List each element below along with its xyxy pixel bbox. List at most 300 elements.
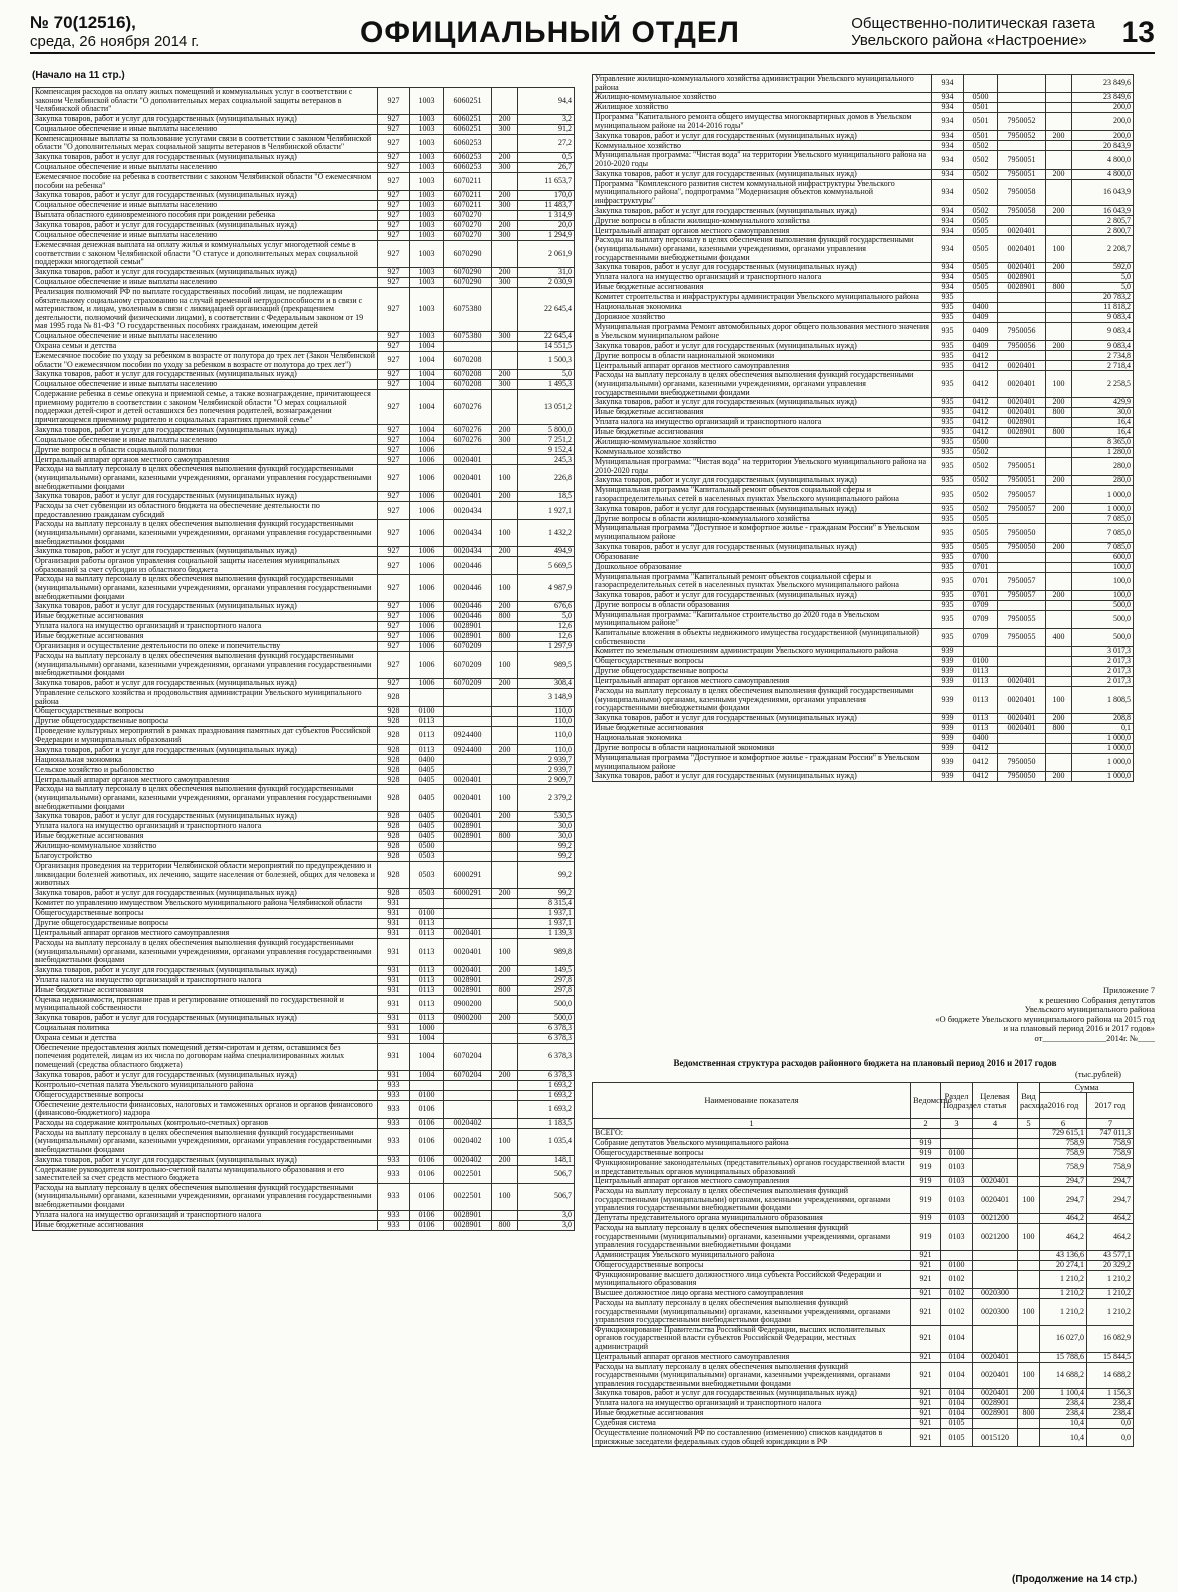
left-cell <box>444 908 492 918</box>
left-cell: 200 <box>492 267 518 277</box>
left-cell: 11 483,7 <box>518 201 575 211</box>
left-cell: 100 <box>492 575 518 602</box>
right-cell: 1 000,0 <box>1072 744 1134 754</box>
right-cell: 0502 <box>964 504 998 514</box>
right-cell: 7950051 <box>998 151 1046 169</box>
right-cell: 0502 <box>964 179 998 206</box>
right-cell: 30,0 <box>1072 408 1134 418</box>
left-cell: Благоустройство <box>33 852 378 862</box>
left-cell: 2 939,7 <box>518 755 575 765</box>
right-cell <box>998 75 1046 93</box>
plan-row <box>593 1223 1134 1250</box>
left-cell: 1 183,5 <box>518 1118 575 1128</box>
right-row <box>593 273 1134 283</box>
plan-table-colnum-row <box>593 1119 1134 1129</box>
right-cell: 100,0 <box>1072 562 1134 572</box>
left-cell: 933 <box>378 1080 410 1090</box>
left-expense-table <box>32 87 575 1231</box>
left-cell: 927 <box>378 445 410 455</box>
right-cell: 0,1 <box>1072 724 1134 734</box>
plan-cell: 758,9 <box>1040 1159 1087 1177</box>
left-cell: 927 <box>378 602 410 612</box>
left-cell: 1006 <box>410 602 444 612</box>
right-cell: 7950057 <box>998 486 1046 504</box>
left-cell <box>444 842 492 852</box>
left-cell: 1003 <box>410 88 444 115</box>
left-cell: 99,2 <box>518 842 575 852</box>
left-cell: 928 <box>378 717 410 727</box>
appendix-header <box>900 986 1155 1043</box>
left-cell: Расходы на выплату персоналу в целях обеспечения выполнения функций государственными (муниципальными) органами, казенными учреждениями, органами управления государственными внебюджетными фондами <box>33 785 378 812</box>
left-cell: 6060253 <box>444 134 492 152</box>
right-cell: 0412 <box>964 371 998 398</box>
left-cell <box>444 755 492 765</box>
left-row <box>33 211 575 221</box>
right-cell: 5,0 <box>1072 283 1134 293</box>
left-row <box>33 1210 575 1220</box>
right-row <box>593 398 1134 408</box>
left-cell: Закупка товаров, работ и услуг для государственных (муниципальных нужд) <box>33 965 378 975</box>
right-cell: 0505 <box>964 524 998 542</box>
right-cell: 934 <box>932 216 964 226</box>
left-cell: 0022501 <box>444 1165 492 1183</box>
plan-cell: 758,9 <box>1087 1139 1134 1149</box>
left-cell: 933 <box>378 1100 410 1118</box>
plan-cell: Уплата налога на имущество организаций и транспортного налога <box>593 1399 911 1409</box>
left-row <box>33 1023 575 1033</box>
left-row <box>33 707 575 717</box>
left-cell <box>492 755 518 765</box>
left-cell: Закупка товаров, работ и услуг для государственных (муниципальных нужд) <box>33 152 378 162</box>
right-cell: 935 <box>932 458 964 476</box>
page-header <box>30 12 1155 54</box>
left-row <box>33 717 575 727</box>
left-cell: 927 <box>378 341 410 351</box>
left-cell: 928 <box>378 852 410 862</box>
right-cell <box>998 103 1046 113</box>
right-cell: 429,9 <box>1072 398 1134 408</box>
left-cell: 200 <box>492 812 518 822</box>
left-cell: 100 <box>492 1183 518 1210</box>
left-cell: 530,5 <box>518 812 575 822</box>
right-cell: 0502 <box>964 141 998 151</box>
left-cell: 1006 <box>410 455 444 465</box>
left-cell: 931 <box>378 898 410 908</box>
plan-cell <box>941 1250 973 1260</box>
left-cell: Обеспечение деятельности финансовых, налоговых и таможенных органов и органов финансового (финансово-бюджетного) надзора <box>33 1100 378 1118</box>
left-cell: 94,4 <box>518 88 575 115</box>
left-cell: 927 <box>378 277 410 287</box>
left-cell: 0900200 <box>444 1013 492 1023</box>
left-cell: 1 693,2 <box>518 1090 575 1100</box>
left-cell <box>492 211 518 221</box>
right-row <box>593 438 1134 448</box>
right-cell: 200 <box>1046 772 1072 782</box>
left-cell: Расходы на выплату персоналу в целях обеспечения выполнения функций государственными (муниципальными) органами, казенными учреждениями, органами управления государственными внебюджетными фондами <box>33 938 378 965</box>
plan-cell: 921 <box>911 1409 941 1419</box>
plan-row <box>593 1213 1134 1223</box>
left-cell: 1 294,9 <box>518 231 575 241</box>
left-cell: 0028901 <box>444 1210 492 1220</box>
left-cell: 989,5 <box>518 652 575 679</box>
right-cell <box>998 448 1046 458</box>
left-row <box>33 162 575 172</box>
left-cell: 0106 <box>410 1210 444 1220</box>
left-cell: 1004 <box>410 351 444 369</box>
appendix-line5: и на плановый период 2016 и 2017 годов» <box>1003 1023 1155 1033</box>
left-cell: 0405 <box>410 822 444 832</box>
left-row <box>33 152 575 162</box>
left-cell: 0113 <box>410 745 444 755</box>
plan-cell: 758,9 <box>1040 1139 1087 1149</box>
left-cell: 0924400 <box>444 727 492 745</box>
right-cell: Жилищное хозяйство <box>593 103 932 113</box>
plan-cell: 0020401 <box>973 1352 1018 1362</box>
left-cell: 800 <box>492 832 518 842</box>
right-cell: 939 <box>932 734 964 744</box>
colnum: 7 <box>1087 1119 1134 1129</box>
left-cell: 200 <box>492 1070 518 1080</box>
left-cell: 1003 <box>410 231 444 241</box>
left-cell: 2 939,7 <box>518 765 575 775</box>
right-cell: 7950052 <box>998 113 1046 131</box>
left-row <box>33 745 575 755</box>
right-cell: 200 <box>1046 504 1072 514</box>
right-cell: 16,4 <box>1072 418 1134 428</box>
left-cell: 1006 <box>410 557 444 575</box>
right-cell: 4 800,0 <box>1072 151 1134 169</box>
right-cell: 935 <box>932 600 964 610</box>
right-row <box>593 724 1134 734</box>
left-cell: 6070290 <box>444 267 492 277</box>
left-row <box>33 221 575 231</box>
left-cell: 0113 <box>410 928 444 938</box>
right-row <box>593 734 1134 744</box>
right-cell: 9 083,4 <box>1072 341 1134 351</box>
left-cell: 6000291 <box>444 862 492 889</box>
left-cell: 6060251 <box>444 124 492 134</box>
right-cell: 2 208,7 <box>1072 236 1134 263</box>
right-cell: 1 280,0 <box>1072 448 1134 458</box>
right-cell <box>1046 179 1072 206</box>
left-cell: Закупка товаров, работ и услуг для государственных (муниципальных нужд) <box>33 221 378 231</box>
left-row <box>33 1100 575 1118</box>
plan-cell: 14 688,2 <box>1087 1362 1134 1389</box>
left-cell: 6075380 <box>444 287 492 331</box>
right-row <box>593 236 1134 263</box>
left-cell <box>492 351 518 369</box>
left-cell <box>492 765 518 775</box>
left-cell: 200 <box>492 191 518 201</box>
right-row <box>593 657 1134 667</box>
left-row <box>33 1043 575 1070</box>
right-cell <box>1046 216 1072 226</box>
page-number: 13 <box>1121 16 1155 49</box>
left-cell: 8 315,4 <box>518 898 575 908</box>
left-cell: 0113 <box>410 965 444 975</box>
left-cell: Уплата налога на имущество организаций и транспортного налога <box>33 975 378 985</box>
left-cell: 30,0 <box>518 822 575 832</box>
right-cell: 7 085,0 <box>1072 542 1134 552</box>
appendix-line3: Увельского муниципального района <box>1024 1004 1155 1014</box>
plan-cell: 921 <box>911 1429 941 1447</box>
left-cell: 4 987,9 <box>518 575 575 602</box>
right-cell: 0028901 <box>998 273 1046 283</box>
plan-cell <box>1018 1288 1040 1298</box>
plan-cell: 921 <box>911 1298 941 1325</box>
plan-cell: 921 <box>911 1399 941 1409</box>
left-row <box>33 888 575 898</box>
left-cell: 1003 <box>410 172 444 190</box>
plan-cell: Общегосударственные вопросы <box>593 1149 911 1159</box>
right-cell <box>998 667 1046 677</box>
left-cell: 1004 <box>410 425 444 435</box>
right-row <box>593 572 1134 590</box>
right-cell: 0409 <box>964 313 998 323</box>
left-cell: 0106 <box>410 1118 444 1128</box>
left-row <box>33 918 575 928</box>
right-cell: 800 <box>1046 283 1072 293</box>
plan-cell: Высшее должностное лицо органа местного самоуправления <box>593 1288 911 1298</box>
left-cell: 20,0 <box>518 221 575 231</box>
right-cell: 0505 <box>964 273 998 283</box>
right-cell: 0400 <box>964 734 998 744</box>
left-cell: 6070208 <box>444 380 492 390</box>
left-row <box>33 114 575 124</box>
left-cell: 0405 <box>410 832 444 842</box>
plan-cell: 15 788,6 <box>1040 1352 1087 1362</box>
left-cell: 1006 <box>410 632 444 642</box>
plan-cell: 16 027,0 <box>1040 1325 1087 1352</box>
left-cell: 6060251 <box>444 88 492 115</box>
left-cell: Закупка товаров, работ и услуг для государственных (муниципальных нужд) <box>33 888 378 898</box>
right-cell: Закупка товаров, работ и услуг для государственных (муниципальных нужд) <box>593 772 932 782</box>
left-cell: 0503 <box>410 888 444 898</box>
right-cell <box>964 647 998 657</box>
right-cell: 100 <box>1046 236 1072 263</box>
left-cell: 300 <box>492 162 518 172</box>
left-cell: 933 <box>378 1090 410 1100</box>
left-cell: 0020402 <box>444 1155 492 1165</box>
left-cell: 927 <box>378 425 410 435</box>
left-cell: 0113 <box>410 727 444 745</box>
left-row <box>33 172 575 190</box>
left-cell: 6060253 <box>444 152 492 162</box>
left-cell <box>444 1080 492 1090</box>
left-cell: 931 <box>378 985 410 995</box>
left-cell: 927 <box>378 575 410 602</box>
left-cell: 6070270 <box>444 231 492 241</box>
colnum: 3 <box>941 1119 973 1129</box>
right-cell: 0505 <box>964 216 998 226</box>
left-row <box>33 975 575 985</box>
right-row <box>593 263 1134 273</box>
right-cell: Муниципальная программа Ремонт автомобильных дорог общего пользования местного значения в Увельском муниципальном районе <box>593 323 932 341</box>
right-cell: Дошкольное образование <box>593 562 932 572</box>
left-cell: 6070209 <box>444 642 492 652</box>
left-cell: Управление сельского хозяйства и продовольствия администрации Увельского муниципального района <box>33 688 378 706</box>
left-cell: 1 495,3 <box>518 380 575 390</box>
left-cell: Закупка товаров, работ и услуг для государственных (муниципальных нужд) <box>33 1013 378 1023</box>
right-cell: 0412 <box>964 418 998 428</box>
right-cell: Национальная экономика <box>593 734 932 744</box>
right-cell: 935 <box>932 361 964 371</box>
left-row <box>33 642 575 652</box>
left-cell: Расходы на выплату персоналу в целях обеспечения выполнения функций государственными (муниципальными) органами, казенными учреждениями, органами управления государственными внебюджетными фондами <box>33 520 378 547</box>
left-cell: 6070211 <box>444 201 492 211</box>
right-cell: 0020401 <box>998 398 1046 408</box>
left-cell: 927 <box>378 502 410 520</box>
plan-cell: 20 329,2 <box>1087 1260 1134 1270</box>
right-cell: 0502 <box>964 486 998 504</box>
left-cell: 6070211 <box>444 172 492 190</box>
left-cell: 1000 <box>410 1023 444 1033</box>
left-cell: Организация работы органов управления социальной защиты населения муниципальных образований за счет субсидии из областного бюджета <box>33 557 378 575</box>
left-cell: 2 909,7 <box>518 775 575 785</box>
section-title: ОФИЦИАЛЬНЫЙ ОТДЕЛ <box>360 16 740 49</box>
left-row <box>33 612 575 622</box>
left-cell: 0113 <box>410 717 444 727</box>
left-cell: 0020401 <box>444 455 492 465</box>
right-cell: 7950050 <box>998 524 1046 542</box>
left-cell: 200 <box>492 678 518 688</box>
left-cell: 1004 <box>410 380 444 390</box>
left-cell <box>444 1090 492 1100</box>
left-cell: 3 148,9 <box>518 688 575 706</box>
left-cell: Закупка товаров, работ и услуг для государственных (муниципальных нужд) <box>33 267 378 277</box>
plan-row <box>593 1389 1134 1399</box>
right-cell: Уплата налога на имущество организаций и транспортного налога <box>593 418 932 428</box>
right-cell <box>998 303 1046 313</box>
right-row <box>593 590 1134 600</box>
plan-cell: 0103 <box>941 1213 973 1223</box>
left-row <box>33 201 575 211</box>
left-cell <box>492 1210 518 1220</box>
header-2016: 2016 год <box>1040 1093 1087 1119</box>
left-cell: Жилищно-коммунальное хозяйство <box>33 842 378 852</box>
plan-cell: 0021200 <box>973 1223 1018 1250</box>
left-cell: Социальное обеспечение и иные выплаты населению <box>33 331 378 341</box>
left-cell: 14 551,5 <box>518 341 575 351</box>
right-cell: 935 <box>932 418 964 428</box>
left-cell: 931 <box>378 918 410 928</box>
right-cell: 934 <box>932 283 964 293</box>
right-cell: Программа "Комплексного развития систем коммунальной инфраструктуры Увельского муниципального района", подпрограмма "Модернизация объектов коммунальной инфраструктуры" <box>593 179 932 206</box>
left-cell: 0020401 <box>444 965 492 975</box>
right-cell: 934 <box>932 141 964 151</box>
plan-cell: 16 082,9 <box>1087 1325 1134 1352</box>
colnum: 1 <box>593 1119 911 1129</box>
right-cell: 0020401 <box>998 226 1046 236</box>
plan-cell: 758,9 <box>1040 1149 1087 1159</box>
left-cell: 0020446 <box>444 602 492 612</box>
plan-cell: 1 210,2 <box>1087 1270 1134 1288</box>
right-cell <box>998 216 1046 226</box>
left-cell: 1006 <box>410 652 444 679</box>
left-cell: 1003 <box>410 241 444 268</box>
plan-cell: 0020401 <box>973 1362 1018 1389</box>
left-cell: 0500 <box>410 842 444 852</box>
right-cell: 0501 <box>964 113 998 131</box>
right-expense-table <box>592 74 1134 782</box>
left-cell: 1006 <box>410 642 444 652</box>
right-row <box>593 361 1134 371</box>
right-cell: Иные бюджетные ассигнования <box>593 428 932 438</box>
left-cell: 931 <box>378 1043 410 1070</box>
right-cell <box>998 744 1046 754</box>
left-cell: Центральный аппарат органов местного самоуправления <box>33 775 378 785</box>
left-row <box>33 908 575 918</box>
left-row <box>33 1128 575 1155</box>
left-cell: 26,7 <box>518 162 575 172</box>
right-row <box>593 504 1134 514</box>
left-cell: 200 <box>492 425 518 435</box>
right-cell: 0505 <box>964 514 998 524</box>
right-cell: Закупка товаров, работ и услуг для государственных (муниципальных нужд) <box>593 542 932 552</box>
left-cell: Другие общегосударственные вопросы <box>33 717 378 727</box>
left-cell: 30,0 <box>518 832 575 842</box>
left-row <box>33 1070 575 1080</box>
colnum: 5 <box>1018 1119 1040 1129</box>
plan-table-units: (тыс.рублей) <box>1075 1069 1121 1079</box>
right-cell: 2 800,7 <box>1072 226 1134 236</box>
right-cell: 934 <box>932 93 964 103</box>
right-cell <box>1046 647 1072 657</box>
left-cell: 6070208 <box>444 351 492 369</box>
left-cell: 0020401 <box>444 775 492 785</box>
plan-cell: Центральный аппарат органов местного самоуправления <box>593 1177 911 1187</box>
left-cell: 1003 <box>410 221 444 231</box>
left-cell: 1004 <box>410 1043 444 1070</box>
left-cell: Закупка товаров, работ и услуг для государственных (муниципальных нужд) <box>33 114 378 124</box>
plan-row <box>593 1177 1134 1187</box>
right-cell: 935 <box>932 323 964 341</box>
right-cell <box>998 93 1046 103</box>
left-cell: Комитет по управлению имуществом Увельского муниципального района Челябинской области <box>33 898 378 908</box>
left-cell: 927 <box>378 124 410 134</box>
plan-cell: 20 274,1 <box>1040 1260 1087 1270</box>
right-row <box>593 283 1134 293</box>
left-cell: 927 <box>378 455 410 465</box>
left-cell: 0113 <box>410 938 444 965</box>
left-cell: Иные бюджетные ассигнования <box>33 832 378 842</box>
right-cell: 500,0 <box>1072 600 1134 610</box>
left-cell: Закупка товаров, работ и услуг для государственных (муниципальных нужд) <box>33 1070 378 1080</box>
right-cell: 2 258,5 <box>1072 371 1134 398</box>
right-cell: 0709 <box>964 610 998 628</box>
right-cell <box>1046 418 1072 428</box>
right-cell: Жилищно-коммунальное хозяйство <box>593 438 932 448</box>
left-row <box>33 1090 575 1100</box>
right-cell <box>1046 151 1072 169</box>
right-cell: 592,0 <box>1072 263 1134 273</box>
right-cell <box>998 600 1046 610</box>
left-cell: 1 139,3 <box>518 928 575 938</box>
right-cell: 939 <box>932 667 964 677</box>
right-cell: 0412 <box>964 351 998 361</box>
newspaper-name-line2: Увельского района «Настроение» <box>851 32 1087 49</box>
left-cell: 1003 <box>410 201 444 211</box>
right-cell: 0505 <box>964 263 998 273</box>
plan-cell: Собрание депутатов Увельского муниципального района <box>593 1139 911 1149</box>
left-cell: Центральный аппарат органов местного самоуправления <box>33 455 378 465</box>
left-cell: 931 <box>378 928 410 938</box>
plan-row <box>593 1139 1134 1149</box>
right-cell <box>1046 273 1072 283</box>
plan-cell: 238,4 <box>1040 1399 1087 1409</box>
left-cell: Другие вопросы в области социальной политики <box>33 445 378 455</box>
right-cell: 939 <box>932 657 964 667</box>
